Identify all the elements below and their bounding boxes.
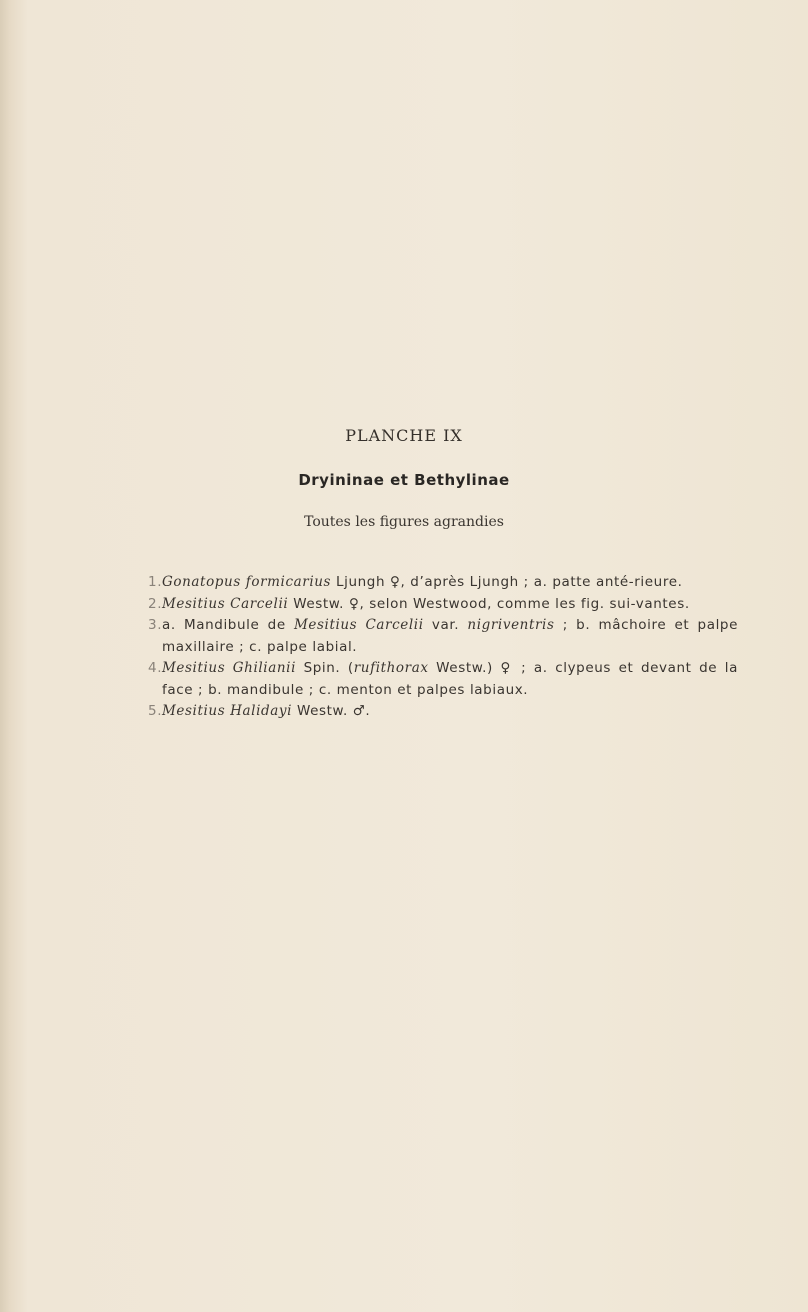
synonym-name: rufithorax xyxy=(353,660,429,676)
species-name: formicarius xyxy=(245,574,332,590)
legend-text: Westw. ♀, selon Westwood, comme les fig. sui-vantes. xyxy=(293,595,690,612)
species-name: Carcelii xyxy=(365,617,424,633)
legend-text: Westw.) ♀ ; a. clypeus et devant de la face ; b. mandibule ; c. menton et palpes labiaux. xyxy=(162,660,738,698)
legend-text: a. Mandibule de xyxy=(162,617,286,633)
figure-legend-2 xyxy=(148,594,738,616)
figure-number: 5. xyxy=(148,703,163,719)
figure-legend-5 xyxy=(148,701,738,723)
genus-name: Gonatopus xyxy=(162,574,241,590)
figure-number: 1. xyxy=(148,574,163,590)
legend-text: Spin. ( xyxy=(303,660,354,676)
figure-number: 2. xyxy=(148,595,163,612)
figure-legend-4 xyxy=(148,658,738,701)
species-name: Ghilianii xyxy=(232,660,297,676)
figure-legend-1 xyxy=(148,572,738,594)
species-name: Halidayi xyxy=(230,703,293,719)
figure-number: 3. xyxy=(148,617,163,633)
genus-name: Mesitius xyxy=(162,703,226,719)
legend-text: ; b. mâchoire et palpe maxillaire ; c. palpe labial. xyxy=(162,617,738,655)
legend-text: var. xyxy=(431,617,460,633)
plate-title: PLANCHE IX xyxy=(345,426,463,445)
legend-text: Ljungh ♀, d’après Ljungh ; a. patte anté-rieure. xyxy=(336,574,683,590)
plate-subtitle: Dryininae et Bethylinae xyxy=(298,471,510,489)
genus-name: Mesitius xyxy=(162,660,226,676)
figure-legend-list xyxy=(148,572,738,723)
variety-name: nigriventris xyxy=(467,617,555,633)
figure-legend-3 xyxy=(148,615,738,658)
genus-name: Mesitius xyxy=(162,595,226,612)
plate-caption: Toutes les figures agrandies xyxy=(304,514,504,530)
species-name: Carcelii xyxy=(230,595,289,612)
genus-name: Mesitius xyxy=(293,617,358,633)
figure-number: 4. xyxy=(148,660,163,676)
legend-text: Westw. ♂. xyxy=(296,703,371,719)
